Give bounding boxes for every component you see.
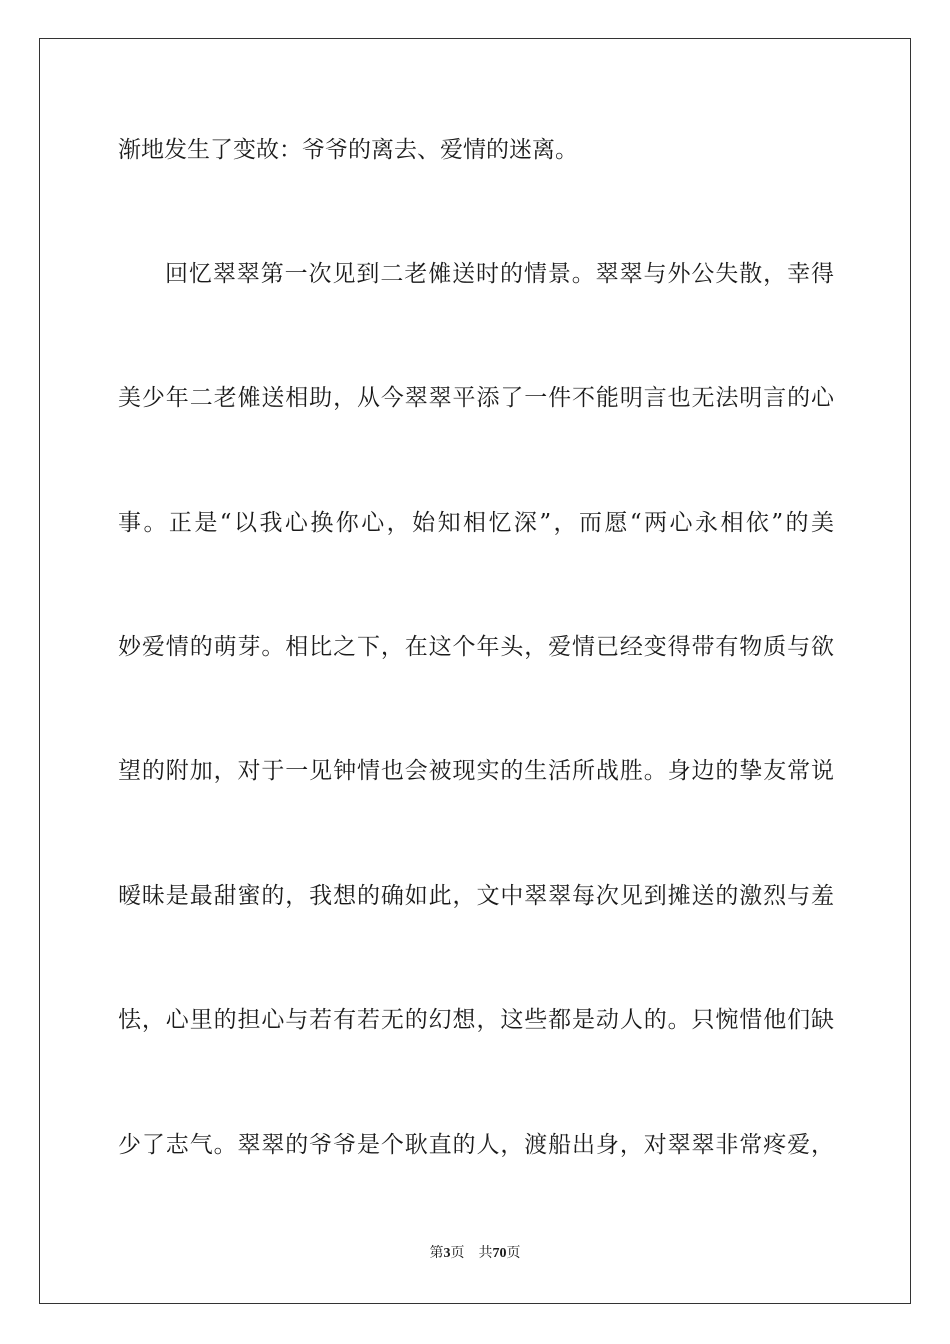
total-prefix: 共 — [478, 1246, 493, 1261]
text-line: 事。正是“以我心换你心，始知相忆深”，而愿“两心永相依”的美 — [118, 510, 834, 536]
text-line: 怯，心里的担心与若有若无的幻想，这些都是动人的。只惋惜他们缺 — [118, 1007, 834, 1033]
page-prefix: 第 — [429, 1246, 444, 1261]
page-suffix: 页 — [450, 1246, 465, 1261]
total-suffix: 页 — [506, 1246, 521, 1261]
text-line: 回忆翠翠第一次见到二老傩送时的情景。翠翠与外公失散，幸得 — [165, 261, 834, 287]
text-line: 美少年二老傩送相助，从今翠翠平添了一件不能明言也无法明言的心 — [118, 385, 834, 411]
text-line: 暧昧是最甜蜜的，我想的确如此，文中翠翠每次见到摊送的激烈与羞 — [118, 883, 834, 909]
total-pages: 70 — [492, 1246, 507, 1261]
text-line: 妙爱情的萌芽。相比之下，在这个年头，爱情已经变得带有物质与欲 — [118, 634, 834, 660]
text-line: 望的附加，对于一见钟情也会被现实的生活所战胜。身边的挚友常说 — [118, 758, 834, 784]
text-line: 少了志气。翠翠的爷爷是个耿直的人，渡船出身，对翠翠非常疼爱， — [118, 1132, 834, 1158]
page-footer — [0, 1244, 950, 1264]
text-line: 渐地发生了变故：爷爷的离去、爱情的迷离。 — [118, 137, 578, 163]
page-number: 3 — [443, 1246, 451, 1261]
